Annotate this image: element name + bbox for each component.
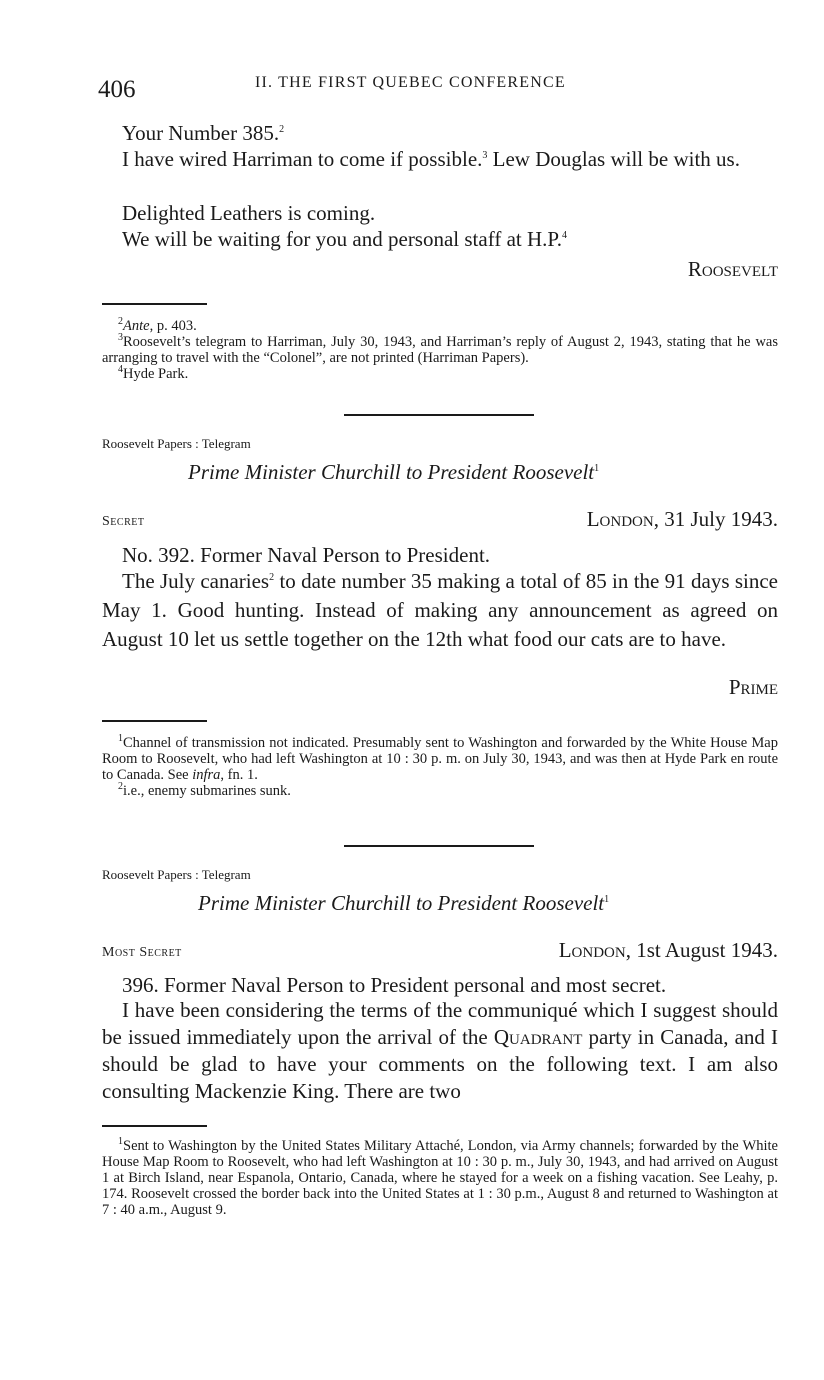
section-divider	[344, 414, 534, 416]
footnote-2: $^2$Ante, p. 403.	[118, 316, 197, 334]
doc2-para1: No. 392. Former Naval Person to President.	[122, 543, 491, 567]
footnote-rule	[102, 720, 207, 722]
footnote-1: $^1$Sent to Washington by the United States Military Attaché, London, via Army channels; forwarded by the White House Map Room to Roosevelt, who had left Washington at 10 : 30 p. m., July 30, 1943, and had arrived on August 1 at Birch Island, near Espanola, Ontario, Canada, where he stayed for a week on a fishing vacation. See Leahy, p. 174. Roosevelt crossed the border back into the United States at 1 : 30 p.m., August 8 and returned to Washington at 7 : 40 a.m., August 9.	[102, 1136, 778, 1218]
doc3-dateline: London, 1st August 1943.	[558, 938, 778, 962]
footnote-1: $^1$Channel of transmission not indicated. Presumably sent to Washington and forwarded by the White House Map Room to Roosevelt, who had left Washington at 10 : 30 p. m. on July 30, 1943, and was then at Hyde Park en route to Canada. See infra, fn. 1.	[102, 733, 778, 783]
doc3-title: Prime Minister Churchill to President Roosevelt$^1$	[198, 891, 610, 915]
footnote-4: $^4$Hyde Park.	[118, 364, 189, 382]
doc2-dateline: London, 31 July 1943.	[586, 507, 778, 531]
footnote-2: $^2$i.e., enemy submarines sunk.	[118, 781, 291, 799]
section-divider	[344, 845, 534, 847]
doc2-source: Roosevelt Papers : Telegram	[102, 436, 251, 451]
footnote-ref: 3	[482, 150, 488, 161]
footnote-rule	[102, 1125, 207, 1127]
doc3-para1: 396. Former Naval Person to President personal and most secret.	[122, 973, 667, 997]
doc3-para2: I have been considering the terms of the communiqué which I suggest should be issued immediately upon the arrival of the Quadrant party in Canada, and I should be glad to have your comments on the following text. I am also consulting Mackenzie King. There are two	[102, 998, 778, 1103]
footnote-3: $^3$Roosevelt’s telegram to Harriman, July 30, 1943, and Harriman’s reply of August 2, 1943, stating that he was arranging to travel with the “Colonel”, are not printed (Harriman Papers).	[102, 332, 778, 366]
doc1-signature: Roosevelt	[687, 257, 778, 281]
doc2-signature: Prime	[728, 675, 778, 699]
doc2-footnotes	[102, 735, 778, 799]
doc1-line1: Your Number 385.$^2$	[122, 121, 285, 145]
doc1-footnotes	[102, 318, 778, 382]
doc1-line3: Delighted Leathers is coming.	[122, 201, 376, 225]
doc1-line4: We will be waiting for you and personal staff at H.P.$^4$	[122, 227, 567, 251]
doc3-footnotes	[102, 1138, 778, 1218]
doc2-classification: Secret	[102, 514, 145, 529]
footnote-rule	[102, 303, 207, 305]
doc1-line2: I have wired Harriman to come if possible.$^3$ Lew Douglas will be with us.	[122, 147, 740, 171]
doc3-classification: Most Secret	[102, 945, 182, 960]
footnote-ref: 2	[279, 124, 285, 135]
running-title: II. THE FIRST QUEBEC CONFERENCE	[255, 74, 566, 91]
doc3-source: Roosevelt Papers : Telegram	[102, 867, 251, 882]
doc2-title: Prime Minister Churchill to President Roosevelt$^1$	[188, 460, 600, 484]
footnote-ref: 4	[562, 230, 567, 241]
doc2-para2: The July canaries$^2$ to date number 35 making a total of 85 in the 91 days since May 1. Good hunting. Instead of making any announcement as agreed on August 10 let us settle together on the 12th what food our cats are to have.	[102, 569, 778, 651]
page-number: 406	[98, 76, 136, 103]
